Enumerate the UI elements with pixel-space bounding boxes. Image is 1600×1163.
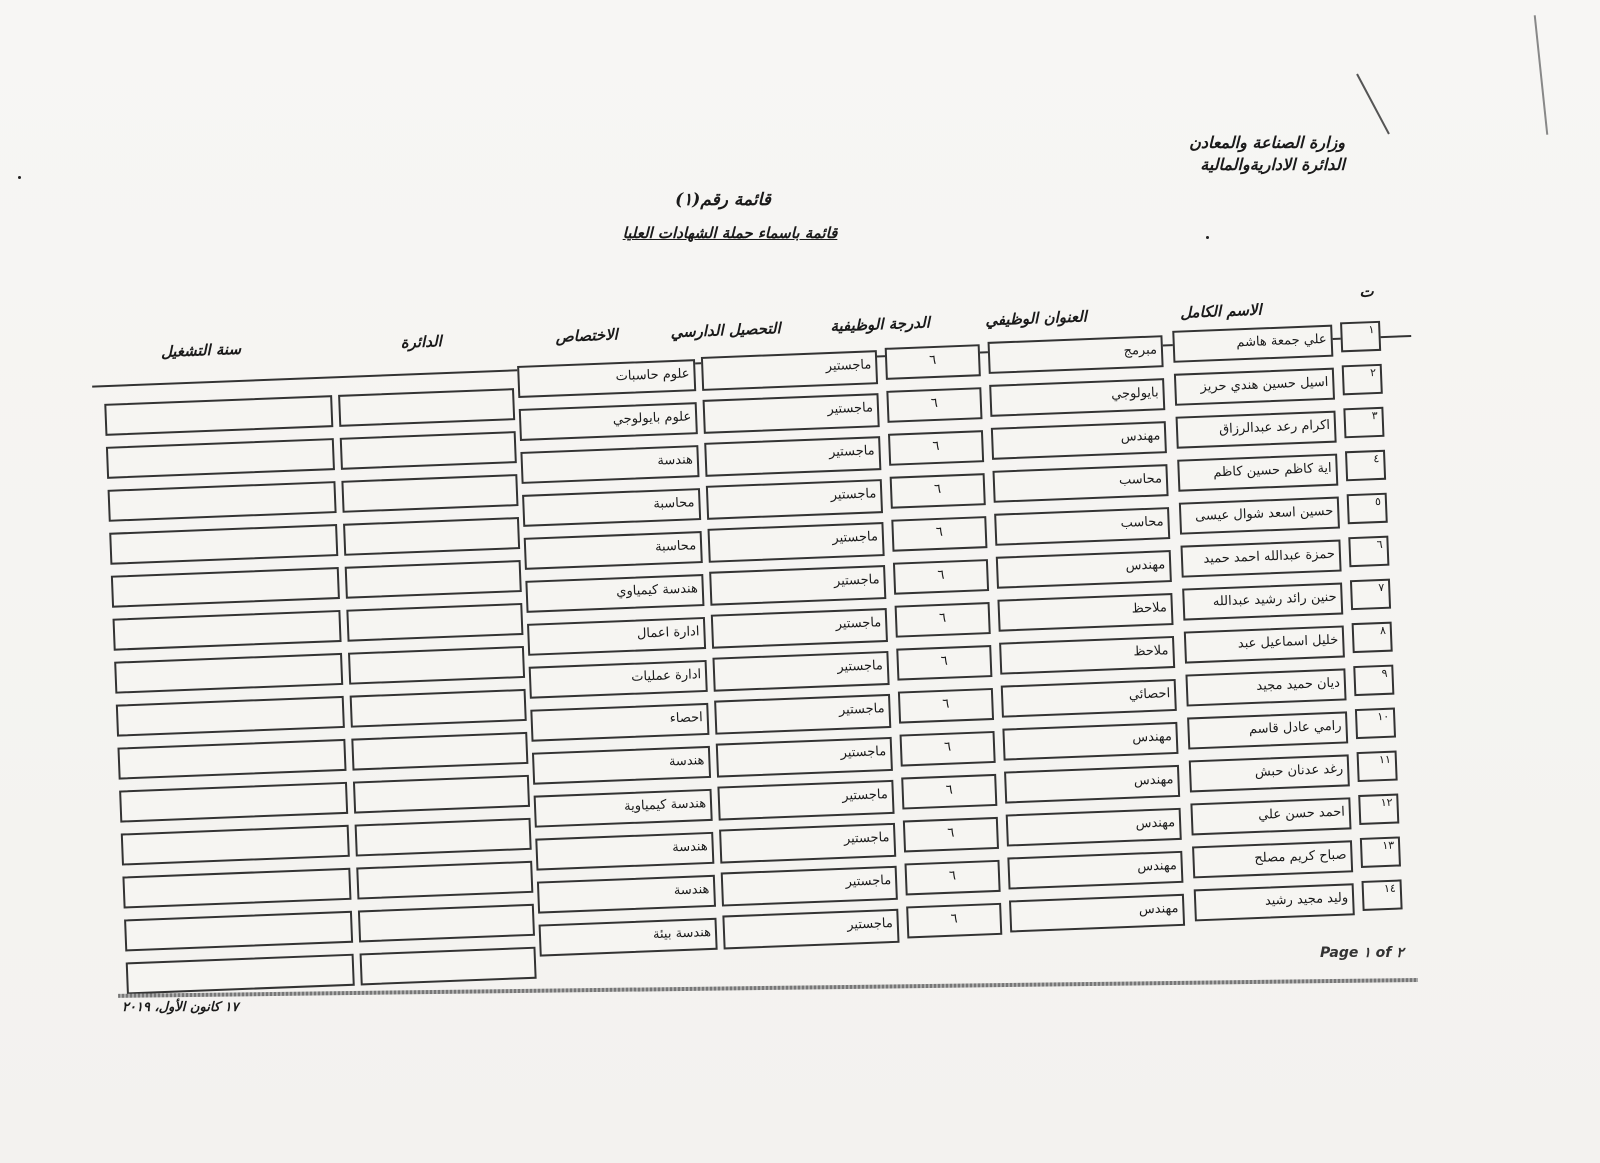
education-cell: ماجستير: [722, 909, 899, 950]
speck: [18, 176, 21, 179]
list-title: قائمة باسماء حملة الشهادات العليا: [622, 224, 838, 242]
grade-cell: ٦: [904, 860, 1000, 896]
name-cell: رامي عادل قاسم: [1187, 711, 1348, 749]
specialization-cell: هندسة كيمياوي: [525, 574, 704, 613]
education-cell: ماجستير: [706, 479, 883, 520]
header-year: سنة التشغيل: [160, 339, 242, 361]
seq-cell: ٢: [1342, 364, 1383, 396]
name-cell: علي جمعة هاشم: [1172, 325, 1333, 363]
grade-cell: ٦: [886, 387, 982, 423]
speck: [1206, 236, 1209, 239]
job-title-cell: مبرمج: [988, 335, 1164, 374]
name-cell: ديان حميد مجيد: [1185, 668, 1346, 706]
seq-cell: ٣: [1343, 407, 1384, 439]
job-title-cell: احصائي: [1001, 679, 1177, 718]
header-education: التحصيل الدارسي: [670, 319, 781, 342]
page-counter: Page ١ of ٢: [1320, 945, 1404, 961]
name-cell: احمد حسن علي: [1190, 797, 1351, 835]
header-department: الدائرة: [400, 332, 443, 352]
job-title-cell: مهندس: [1002, 722, 1178, 761]
seq-cell: ١٢: [1358, 793, 1399, 825]
job-title-cell: مهندس: [1004, 765, 1180, 804]
job-title-cell: مهندس: [1009, 894, 1185, 933]
print-date: ١٧ كانون الأول، ٢٠١٩: [122, 1000, 239, 1015]
name-cell: حمزة عبدالله احمد حميد: [1180, 540, 1341, 578]
education-cell: ماجستير: [719, 823, 896, 864]
grade-cell: ٦: [890, 473, 986, 509]
department-cell: [360, 947, 537, 986]
grade-cell: ٦: [903, 817, 999, 853]
department-name: الدائرة الاداريةوالمالية: [1200, 155, 1345, 174]
name-cell: اسيل حسين هندي حريز: [1174, 368, 1335, 406]
name-cell: حسين اسعد شوال عيسى: [1179, 497, 1340, 535]
education-cell: ماجستير: [712, 651, 889, 692]
job-title-cell: ملاحظ: [997, 593, 1173, 632]
seq-cell: ١٤: [1362, 879, 1403, 911]
specialization-cell: محاسبة: [524, 531, 703, 570]
grade-cell: ٦: [898, 688, 994, 724]
seq-cell: ٩: [1353, 665, 1394, 697]
specialization-cell: هندسة: [537, 875, 716, 914]
education-cell: ماجستير: [703, 393, 880, 434]
education-cell: ماجستير: [711, 608, 888, 649]
header-seq: ت: [1359, 282, 1374, 301]
header-grade: الدرجة الوظيفية: [830, 313, 931, 336]
grade-cell: ٦: [896, 645, 992, 681]
specialization-cell: ادارة عمليات: [529, 660, 708, 699]
specialization-cell: هندسة بيئة: [539, 918, 718, 957]
education-cell: ماجستير: [714, 694, 891, 735]
job-title-cell: مهندس: [991, 421, 1167, 460]
grade-cell: ٦: [885, 344, 981, 380]
specialization-cell: هندسة: [532, 746, 711, 785]
seq-cell: ١٠: [1355, 708, 1396, 740]
education-cell: ماجستير: [708, 522, 885, 563]
job-title-cell: مهندس: [1006, 808, 1182, 847]
specialization-cell: علوم بايولوجي: [519, 402, 698, 441]
name-cell: رغد عدنان حبش: [1189, 754, 1350, 792]
education-cell: ماجستير: [709, 565, 886, 606]
letterhead: [1189, 132, 1345, 176]
seq-cell: ١٣: [1360, 836, 1401, 868]
seq-cell: ١١: [1357, 751, 1398, 783]
grade-cell: ٦: [895, 602, 991, 638]
grade-cell: ٦: [888, 430, 984, 466]
grade-cell: ٦: [891, 516, 987, 552]
specialization-cell: احصاء: [530, 703, 709, 742]
grade-cell: ٦: [906, 903, 1002, 939]
name-cell: وليد مجيد رشيد: [1194, 883, 1355, 921]
specialization-cell: محاسبة: [522, 488, 701, 527]
name-cell: خليل اسماعيل عبد: [1184, 625, 1345, 663]
job-title-cell: محاسب: [994, 507, 1170, 546]
job-title-cell: مهندس: [1007, 851, 1183, 890]
job-title-cell: مهندس: [996, 550, 1172, 589]
ministry-name: وزارة الصناعة والمعادن: [1189, 133, 1345, 152]
job-title-cell: ملاحظ: [999, 636, 1175, 675]
name-cell: صباح كريم مصلح: [1192, 840, 1353, 878]
education-cell: ماجستير: [704, 436, 881, 477]
header-specialization: الاختصاص: [555, 325, 619, 346]
grade-cell: ٦: [901, 774, 997, 810]
header-job-title: العنوان الوظيفي: [984, 307, 1088, 330]
specialization-cell: هندسة كيمياوية: [534, 789, 713, 828]
header-full-name: الاسم الكامل: [1179, 300, 1262, 322]
education-cell: ماجستير: [717, 780, 894, 821]
specialization-cell: علوم حاسبات: [517, 359, 696, 398]
seq-cell: ٤: [1345, 450, 1386, 482]
specialization-cell: هندسة: [535, 832, 714, 871]
seq-cell: ٨: [1352, 622, 1393, 654]
grade-cell: ٦: [900, 731, 996, 767]
job-title-cell: محاسب: [992, 464, 1168, 503]
year-cell: [126, 954, 355, 995]
employee-table: [103, 320, 1425, 971]
pen-mark: [1356, 74, 1390, 135]
name-cell: حنين رائد رشيد عبدالله: [1182, 582, 1343, 620]
grade-cell: ٦: [893, 559, 989, 595]
list-number: قائمة رقم(١): [675, 190, 771, 210]
specialization-cell: ادارة اعمال: [527, 617, 706, 656]
name-cell: اية كاظم حسين كاظم: [1177, 454, 1338, 492]
seq-cell: ٧: [1350, 579, 1391, 611]
seq-cell: ٥: [1347, 493, 1388, 525]
specialization-cell: هندسة: [520, 445, 699, 484]
page-edge-mark: [1534, 15, 1549, 135]
education-cell: ماجستير: [721, 866, 898, 907]
education-cell: ماجستير: [716, 737, 893, 778]
job-title-cell: بايولوجي: [989, 378, 1165, 417]
education-cell: ماجستير: [701, 350, 878, 391]
name-cell: اكرام رعد عبدالرزاق: [1176, 411, 1337, 449]
seq-cell: ٦: [1348, 536, 1389, 568]
seq-cell: ١: [1340, 321, 1381, 353]
